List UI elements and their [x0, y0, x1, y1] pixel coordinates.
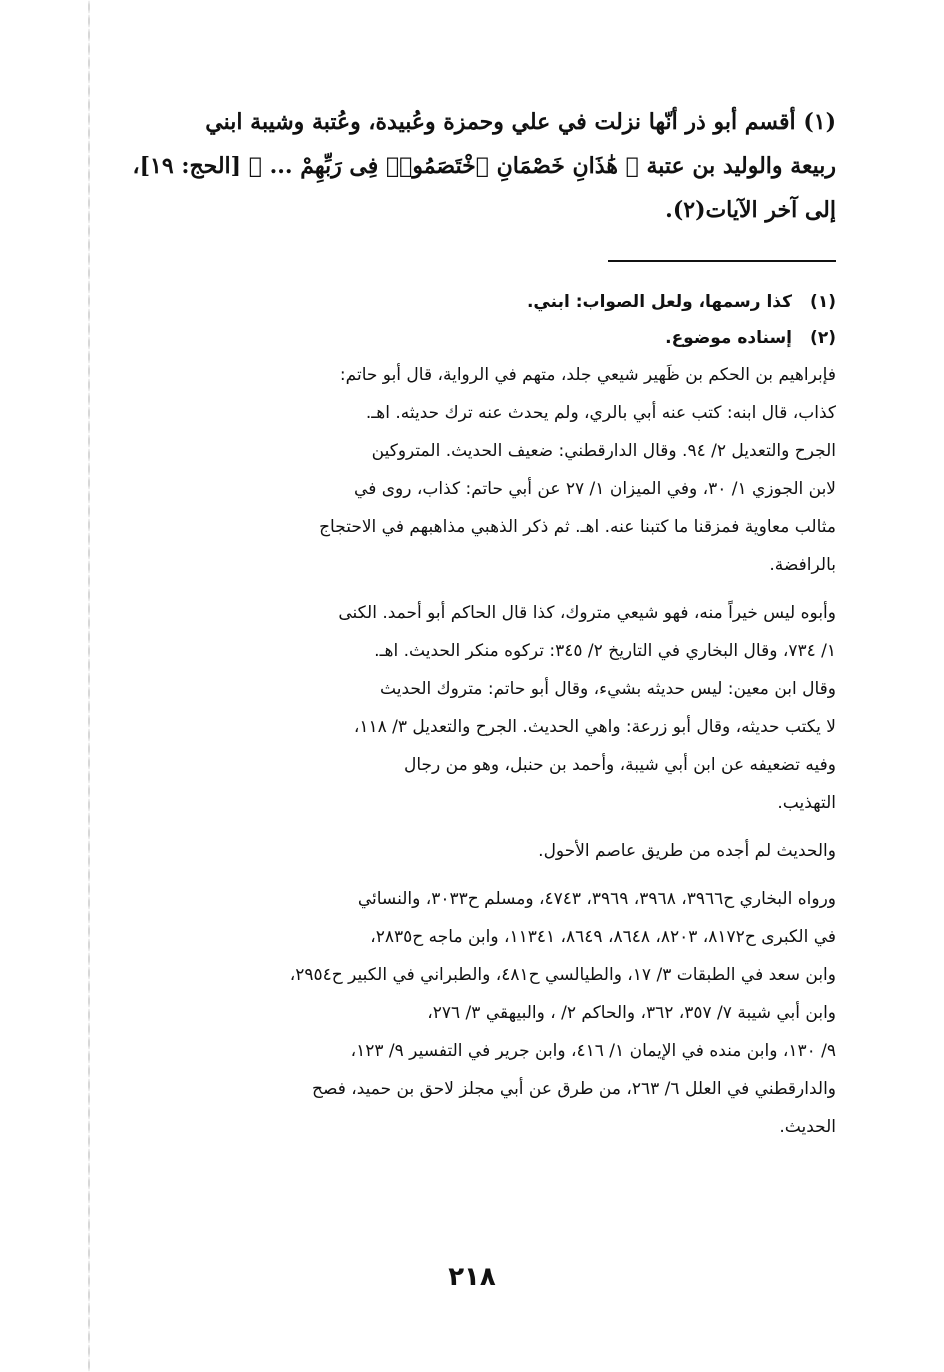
note-line: الجرح والتعديل ٢/ ٩٤. وقال الدارقطني: ضعيف الحديث. المتروكين	[371, 441, 836, 461]
footnote-marker: (٢)	[810, 328, 836, 348]
main-text-line: إلى آخر الآيات(٢).	[665, 197, 836, 223]
note-paragraph-4	[112, 880, 836, 1146]
note-line: التهذيب.	[777, 793, 836, 813]
note-line: لابن الجوزي ١/ ٣٠، وفي الميزان ١/ ٢٧ عن أبي حاتم: كذاب، روى في	[354, 479, 836, 499]
footnote-marker: (١)	[810, 292, 836, 312]
note-line: وفيه تضعيفه عن ابن أبي شيبة، وأحمد بن حنبل، وهو من رجال	[404, 755, 836, 775]
footnote-text: كذا رسمها، ولعل الصواب: ابني.	[526, 292, 792, 312]
paragraph-gap	[112, 822, 836, 832]
note-line: في الكبرى ح٨١٧٢، ٨٢٠٣، ٨٦٤٨، ٨٦٤٩، ١١٣٤١، وابن ماجه ح٢٨٣٥،	[370, 927, 836, 947]
note-line: وابن سعد في الطبقات ٣/ ١٧، والطيالسي ح٤٨١، والطبراني في الكبير ح٢٩٥٤،	[289, 965, 836, 985]
note-line: الحديث.	[779, 1117, 836, 1137]
paragraph-gap	[112, 584, 836, 594]
page-content	[112, 100, 836, 1146]
note-line: كذاب، قال ابنه: كتب عنه أبي بالري، ولم يحدث عنه ترك حديثه. اهـ.	[365, 403, 836, 423]
note-line: مثالب معاوية فمزقنا ما كتبنا عنه. اهـ. ثم ذكر الذهبي مذاهبهم في الاحتجاج	[319, 517, 836, 537]
note-line: وابن أبي شيبة ٧/ ٣٥٧، ٣٦٢، والحاكم ٢/ ، والبيهقي ٣/ ٢٧٦،	[427, 1003, 836, 1023]
note-line: والحديث لم أجده من طريق عاصم الأحول.	[538, 841, 836, 861]
paragraph-gap	[112, 870, 836, 880]
note-line: بالرافضة.	[769, 555, 836, 575]
footnote-text: إسناده موضوع.	[665, 328, 792, 348]
main-text	[112, 100, 836, 232]
note-paragraph-3	[112, 832, 836, 870]
note-line: ورواه البخاري ح٣٩٦٦، ٣٩٦٨، ٣٩٦٩، ٤٧٤٣، ومسلم ح٣٠٣٣، والنسائي	[357, 889, 836, 909]
note-line: فإبراهيم بن الحكم بن ظَهير شيعي جلد، متهم في الرواية، قال أبو حاتم:	[339, 365, 836, 385]
main-text-line: (١) أقسم أبو ذر أنّها نزلت في علي وحمزة وعُبيدة، وعُتبة وشيبة ابني	[205, 109, 836, 135]
footnote-1	[112, 284, 836, 320]
note-line: والدارقطني في العلل ٦/ ٢٦٣، من طرق عن أبي مجلز لاحق بن حميد، فصح	[312, 1079, 836, 1099]
note-line: لا يكتب حديثه، وقال أبو زرعة: واهي الحديث. الجرح والتعديل ٣/ ١١٨،	[353, 717, 836, 737]
note-paragraph-2	[112, 594, 836, 822]
scan-artifact-dots	[88, 0, 90, 1372]
note-line: ٩/ ١٣٠، وابن منده في الإيمان ١/ ٤١٦، وابن جرير في التفسير ٩/ ١٢٣،	[350, 1041, 836, 1061]
page-number: ٢١٨	[448, 1262, 496, 1292]
note-line: وأبوه ليس خيراً منه، فهو شيعي متروك، كذا قال الحاكم أبو أحمد. الكنى	[338, 603, 836, 623]
main-text-line: ربيعة والوليد بن عتبة ﴿ هَٰذَانِ خَصْمَانِ ٱخْتَصَمُوا۟ فِى رَبِّهِمْ ... ﴾ [الحج: ١٩]،	[132, 153, 836, 179]
note-paragraph-1	[112, 356, 836, 584]
note-line: وقال ابن معين: ليس حديثه بشيء، وقال أبو حاتم: متروك الحديث	[380, 679, 836, 699]
footnote-separator	[608, 260, 836, 262]
note-line: ١/ ٧٣٤، وقال البخاري في التاريخ ٢/ ٣٤٥: تركوه منكر الحديث. اهـ.	[374, 641, 836, 661]
footnote-2	[112, 320, 836, 356]
